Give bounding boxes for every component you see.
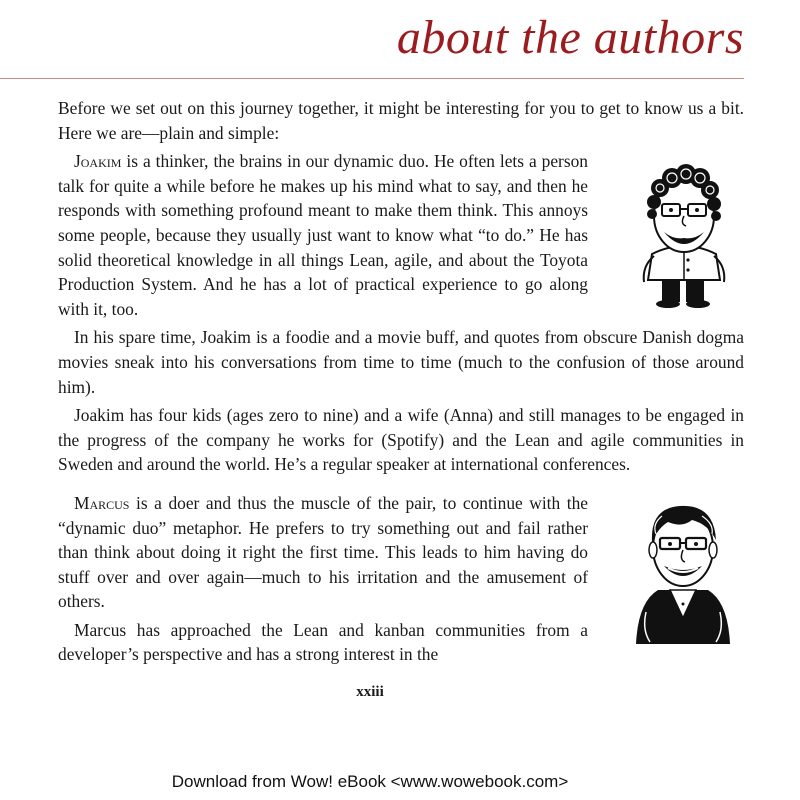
marcus-bio-paragraph: Marcus is a doer and thus the muscle of the pair, to continue with the “dynamic duo” metaphor. He prefers to try something out and fail rather than think about doing it right the first time. This leads to him having do stuff over and over again—much to his irritation and the amusement of others.	[58, 492, 588, 612]
marcus-name: Marcus	[74, 492, 130, 513]
joakim-spare-time-paragraph: In his spare time, Joakim is a foodie and a movie buff, and quotes from obscure Danish dogma movies sneak into his conversations from time to time (much to the confusion of those around him).	[58, 327, 744, 397]
joakim-bio-paragraph: Joakim is a thinker, the brains in our dynamic duo. He often lets a person talk for quite a while before he makes up his mind what to say, and then he responds with something profound meant to make them think. This annoys some people, because they usually just want to know what “to do.” He has solid theoretical knowledge in all things Lean, agile, and about the Toyota Production System. And he has a lot of practical experience to go along with it, too.	[58, 151, 588, 319]
download-watermark-text: Download from Wow! eBook <www.wowebook.com>	[171, 772, 569, 791]
page-title: about the authors	[396, 11, 744, 64]
title-rule	[0, 78, 744, 79]
marcus-portrait-illustration	[622, 494, 744, 650]
marcus-developer-paragraph: Marcus has approached the Lean and kanban communities from a developer’s perspective and has a strong interest in the	[58, 619, 588, 665]
joakim-name: Joakim	[74, 151, 122, 172]
page-number: xxiii	[356, 684, 384, 700]
intro-paragraph: Before we set out on this journey together, it might be interesting for you to get to know us a bit. Here we are—plain and simple:	[58, 98, 744, 143]
joakim-portrait-illustration	[624, 158, 744, 308]
joakim-family-paragraph: Joakim has four kids (ages zero to nine) and a wife (Anna) and still manages to be engaged in the progress of the company he works for (Spotify) and the Lean and agile communities in Sweden and around the world. He’s a regular speaker at international conferences.	[58, 405, 744, 475]
